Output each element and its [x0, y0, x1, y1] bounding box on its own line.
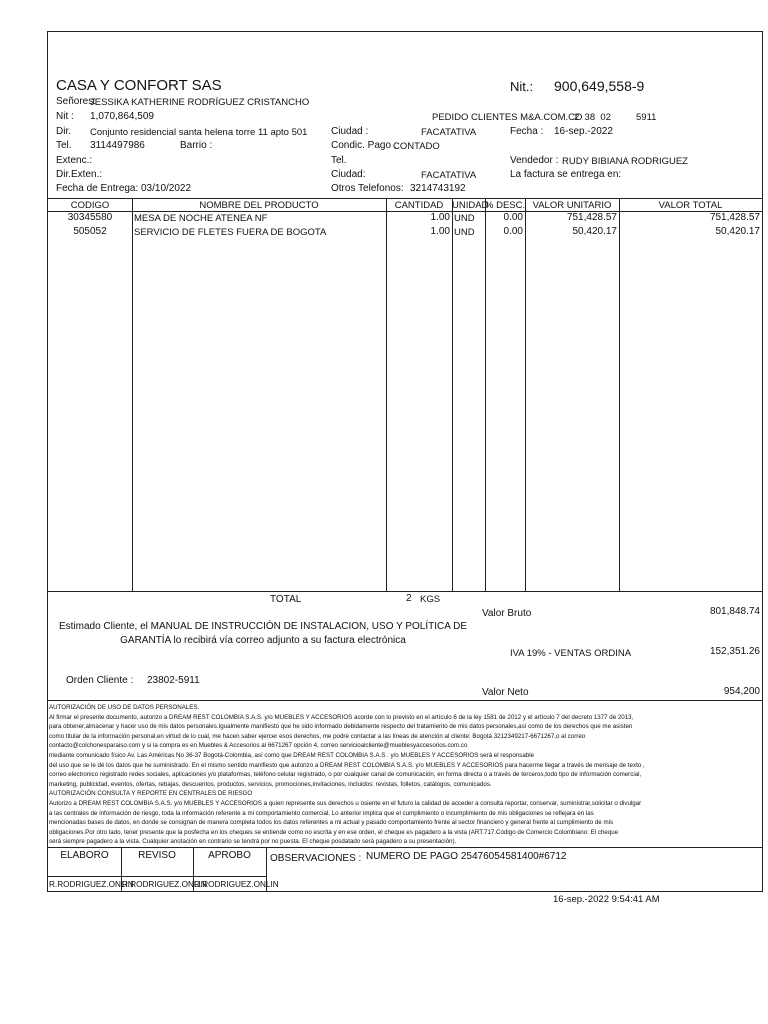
- nit-value: 1,070,864,509: [90, 111, 154, 122]
- sign-top-line: [48, 847, 762, 848]
- dir-label: Dir.: [56, 126, 71, 137]
- orden-cliente-label: Orden Cliente :: [66, 675, 134, 686]
- ciudad-value: FACATATIVA: [421, 127, 477, 138]
- valor-bruto-value: 801,848.74: [709, 606, 760, 617]
- pedido-num: 5911: [636, 112, 657, 123]
- nit-label: Nit :: [56, 111, 74, 122]
- fecha-value: 16-sep.-2022: [554, 126, 613, 137]
- table-top-line: [48, 198, 762, 199]
- table-bottom-line: [48, 591, 762, 592]
- orden-cliente-value: 23802-5911: [147, 675, 200, 686]
- tel-label: Tel.: [56, 140, 72, 151]
- invoice-page: [47, 31, 763, 892]
- iva-value: 152,351.26: [709, 646, 760, 657]
- company-nit-label: Nit.:: [510, 79, 534, 94]
- tel-value: 3114497986: [90, 140, 145, 151]
- col-divider: [132, 198, 133, 591]
- col-divider: [619, 198, 620, 591]
- tel2-label: Tel.: [331, 155, 347, 166]
- factura-label: La factura se entrega en:: [510, 169, 622, 180]
- legal-line: correo electronico registrado redes sociales, aplicaciones y/o plataformas, teléfono celular registrado, o por cualquier canal de comunicación, en forma directa o a través de terceros,todo tipo de información comercial,: [49, 771, 642, 779]
- reviso-label: REVISO: [138, 850, 176, 861]
- elaboro-value: R.RODRIGUEZ.ONLIN: [49, 880, 134, 889]
- observaciones-label: OBSERVACIONES :: [270, 853, 362, 864]
- row-unidad: UND: [454, 227, 475, 238]
- row-nombre: MESA DE NOCHE ATENEA NF: [134, 213, 268, 224]
- pedido-label: PEDIDO CLIENTES M&A.COM.CO: [432, 112, 583, 123]
- row-total: 50,420.17: [715, 226, 760, 237]
- legal-line: Autorizo a DREAM REST COLOMBIA S.A.S. y/o MUEBLES Y ACCESORIOS a quien represente sus derechos u osiente en el futuro la calidad de acceder a consulta reportar, conservar, suministrar,solicitar o divulgar: [49, 799, 642, 807]
- otros-telefonos-value: 3214743192: [410, 183, 466, 194]
- row-codigo: 505052: [73, 226, 107, 237]
- row-codigo: 30345580: [67, 212, 113, 223]
- otros-telefonos-label: Otros Telefonos:: [331, 183, 404, 194]
- legal-line: del uso que se le dé los datos que he suministrado. En el mismo sentido manifiesto que autorizo a DREAM REST COLOMBIA S.A.S. y/o MUEBLES Y ACCESORIOS para hacerme llegar a través de mensaje de texto ,: [49, 761, 645, 769]
- total-label: TOTAL: [270, 594, 302, 605]
- pedido-value: 2 38 02: [574, 112, 611, 123]
- aprobo-label: APROBO: [208, 850, 251, 861]
- ciudad-label: Ciudad :: [331, 126, 369, 137]
- valor-neto-value: 954,200: [723, 686, 760, 697]
- iva-label: IVA 19% - VENTAS ORDINA: [510, 648, 632, 659]
- row-cantidad: 1.00: [430, 226, 450, 237]
- col-header-total: VALOR TOTAL: [658, 200, 723, 211]
- col-header-codigo: CODIGO: [70, 200, 110, 211]
- col-header-cantidad: CANTIDAD: [394, 200, 444, 211]
- col-divider: [386, 198, 387, 591]
- row-desc: 0.00: [503, 226, 523, 237]
- legal-line: marketing, publicidad, eventos, ofertas, rebajas, descuentos, productos, servicios, promociones,invitaciones, incluidos: revistas, folletos, catálogos, comunicados.: [49, 780, 492, 788]
- condic-value: CONTADO: [393, 141, 440, 152]
- condic-label: Condic. Pago :: [331, 140, 397, 151]
- legal-line: AUTORIZACIÓN DE USO DE DATOS PERSONALES.: [49, 704, 200, 711]
- col-divider: [485, 198, 486, 591]
- company-nit-value: 900,649,558-9: [554, 78, 645, 94]
- dir-value: Conjunto residencial santa helena torre 11 apto 501: [90, 127, 308, 138]
- col-header-unitario: VALOR UNITARIO: [532, 200, 612, 211]
- row-desc: 0.00: [503, 212, 523, 223]
- fecha-entrega-label: Fecha de Entrega:: [56, 183, 139, 194]
- elaboro-label: ELABORO: [60, 850, 109, 861]
- col-header-desc: % DESC.: [485, 200, 526, 211]
- ciudad2-label: Ciudad:: [331, 169, 366, 180]
- row-unidad: UND: [454, 213, 475, 224]
- manual-note-line2: GARANTÍA lo recibirá vía correo adjunto a su factura electrónica: [120, 635, 406, 646]
- valor-bruto-label: Valor Bruto: [482, 608, 532, 619]
- legal-top-line: [48, 700, 762, 701]
- legal-line: será siempre pagadero a la vista. Cualquier anotación en contrario se tendrá por no puesta. El cheque posdatado será pagadero a su presentación).: [49, 838, 457, 846]
- row-nombre: SERVICIO DE FLETES FUERA DE BOGOTA: [134, 227, 327, 238]
- vendedor-value: RUDY BIBIANA RODRIGUEZ: [562, 156, 688, 167]
- legal-line: mencionadas bases de datos, en donde se consignan de manera completa todos los datos referentes a mi actual y pasado comportamiento frente al sector financiero y general frente al cumplimiento de mis: [49, 819, 614, 827]
- legal-line: como titular de la información personal,en virtud de lo cual, me hacen saber ejercer esos derechos, me podre contactar a las líneas de atención al cliente: Bogotá 3212349217-6671267,o al correo: [49, 732, 586, 740]
- fecha-label: Fecha :: [510, 126, 544, 137]
- extenc-label: Extenc.:: [56, 155, 93, 166]
- print-timestamp: 16-sep.-2022 9:54:41 AM: [553, 894, 660, 905]
- col-divider: [452, 198, 453, 591]
- manual-note-line1: Estimado Cliente, el MANUAL DE INSTRUCCIÓN DE INSTALACION, USO Y POLÍTICA DE: [58, 621, 468, 632]
- row-unitario: 751,428.57: [566, 212, 617, 223]
- total-value: 2: [406, 593, 412, 604]
- legal-line: obligaciones.Por otro lado, tener presente que la posfecha en los cheques se entiende como no escrita y en ese orden, el cheque es pagadero a la vista (ART.717.Código de Comercio Colombiano: El cheque: [49, 828, 619, 836]
- legal-line: mediante comunicado físico Av. Las Américas No 36-37 Bogotá-Colombia, así como que DREAM REST COLOMBIA S.A.S . y/o MUEBLES Y ACCESORIOS será el responsable: [49, 751, 535, 759]
- legal-line: a las centrales de información de riesgo, toda la información referente a mi comportamiento comercial. Lo anterior implica que el cumplimiento o incumplimiento de mis obligaciones se reflejara en las: [49, 809, 594, 817]
- col-header-nombre: NOMBRE DEL PRODUCTO: [199, 200, 319, 211]
- row-total: 751,428.57: [709, 212, 760, 223]
- senores-value: JESSIKA KATHERINE RODRÍGUEZ CRISTANCHO: [90, 97, 310, 108]
- fecha-entrega-value: 03/10/2022: [141, 183, 192, 194]
- barrio-label: Barrio :: [180, 140, 213, 151]
- ciudad2-value: FACATATIVA: [421, 170, 477, 181]
- col-header-unidad: UNIDAD: [452, 200, 489, 211]
- row-cantidad: 1.00: [430, 212, 450, 223]
- aprobo-value: R.RODRIGUEZ.ONLIN: [194, 880, 279, 889]
- legal-line: Al firmar el presente documento, autorizo a DREAM REST COLOMBIA S.A.S. y/o MUEBLES Y ACCESORIOS acorde con lo previsto en el artículo 6 de la ley 1581 de 2012 y el artículo 7 del decreto 1377 de 2013,: [49, 713, 634, 721]
- kgs-label: KGS: [420, 594, 441, 605]
- valor-neto-label: Valor Neto: [482, 687, 529, 698]
- col-divider: [525, 198, 526, 591]
- legal-line: AUTORIZACIÓN CONSULTA Y REPORTE EN CENTRALES DE RIESGO: [49, 790, 253, 798]
- direxten-label: Dir.Exten.:: [56, 169, 103, 180]
- legal-line: contacto@colchonesparaiso.com y si la compra es en Muebles & Accesorios al 6671267 opción 4, correo servicioalcliente@mueblesyaccesorios.com.co: [49, 742, 468, 750]
- numero-pago: NUMERO DE PAGO 25476054581400#6712: [366, 851, 567, 862]
- sign-mid-line: [48, 876, 266, 877]
- reviso-value: R.RODRIGUEZ.ONLIN: [122, 880, 207, 889]
- senores-label: Señores:: [56, 96, 97, 107]
- vendedor-label: Vendedor :: [510, 155, 559, 166]
- legal-text: [49, 703, 761, 847]
- row-unitario: 50,420.17: [572, 226, 617, 237]
- legal-line: para obtener,almacenar y hacer uso de mis datos personales.Igualmente manifiesto que he sido informado debidamente respecto del tratamiento de mis datos personales,así como de los derechos que me asisten: [49, 723, 633, 731]
- company-name: CASA Y CONFORT SAS: [56, 77, 222, 94]
